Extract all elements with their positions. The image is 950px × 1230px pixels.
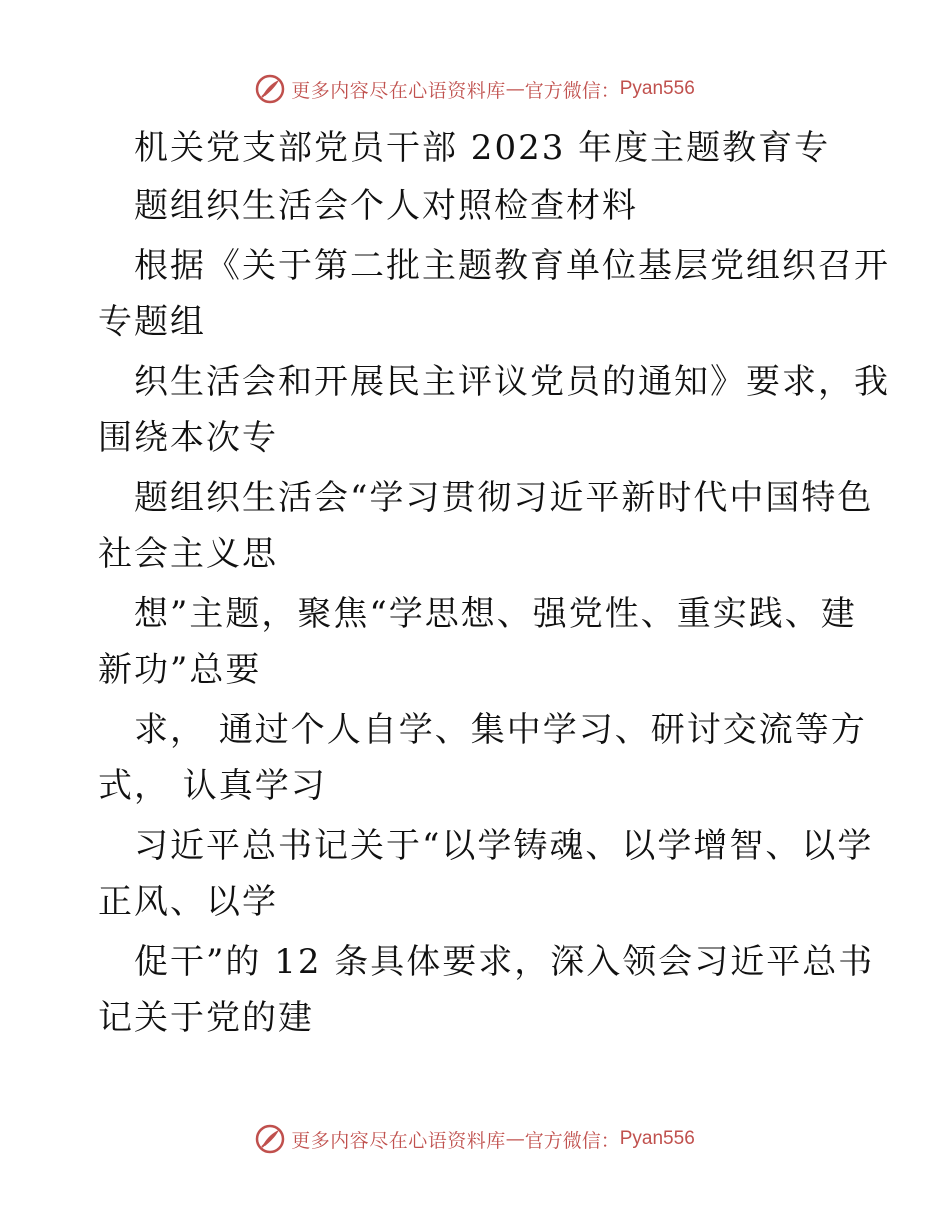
- paragraph-line: 想”主题，聚焦“学思想、强党性、重实践、建: [134, 594, 857, 634]
- paragraph-line: 根据《关于第二批主题教育单位基层党组织召开: [134, 246, 890, 286]
- paragraph-line: 促干”的 12 条具体要求，深入领会习近平总书: [134, 942, 875, 982]
- paragraph-line: 式， 认真学习: [98, 766, 327, 806]
- paragraph-line: 习近平总书记关于“以学铸魂、以学增智、以学: [134, 826, 874, 866]
- watermark-text: 更多内容尽在心语资料库: [291, 79, 506, 102]
- paragraph-line: 专题组: [98, 302, 206, 342]
- paragraph-line: 新功”总要: [98, 650, 262, 690]
- paragraph-line: 织生活会和开展民主评议党员的通知》要求，我: [134, 362, 890, 402]
- quill-logo-icon: [255, 1124, 285, 1154]
- watermark-separator: —: [505, 78, 525, 100]
- watermark-text: 更多内容尽在心语资料库: [291, 1129, 506, 1152]
- header-watermark: [0, 72, 950, 106]
- paragraph-line: 题组织生活会“学习贯彻习近平新时代中国特色: [134, 478, 874, 518]
- title-line-2: 题组织生活会个人对照检查材料: [134, 186, 638, 226]
- paragraph-line: 社会主义思: [98, 534, 278, 574]
- footer-watermark: [0, 1122, 950, 1156]
- watermark-wechat-label: 官方微信：: [524, 1129, 620, 1152]
- watermark-wechat-id: Pyan556: [619, 1128, 695, 1149]
- watermark-wechat-label: 官方微信：: [524, 79, 620, 102]
- paragraph-line: 记关于党的建: [98, 998, 314, 1038]
- paragraph-line: 求， 通过个人自学、集中学习、研讨交流等方: [134, 710, 867, 750]
- quill-logo-icon: [255, 74, 285, 104]
- paragraph-line: 围绕本次专: [98, 418, 278, 458]
- title-line-1: 机关党支部党员干部 2023 年度主题教育专: [134, 128, 831, 168]
- paragraph-line: 正风、以学: [98, 882, 278, 922]
- watermark-wechat-id: Pyan556: [619, 78, 695, 99]
- watermark-separator: —: [505, 1128, 525, 1150]
